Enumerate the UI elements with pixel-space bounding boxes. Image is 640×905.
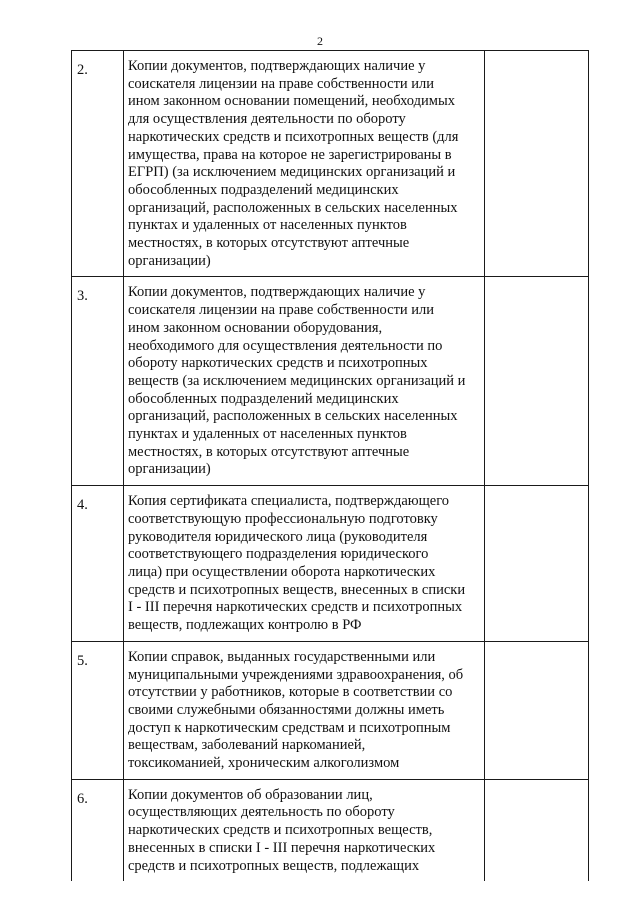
item-description-cell (124, 641, 485, 779)
table-row (72, 51, 589, 277)
item-number: 6. (77, 790, 88, 807)
item-number: 2. (77, 62, 88, 78)
item-extra-cell (485, 51, 589, 277)
item-description: Копии справок, выданных государственными или муниципальными учреждениями здравоохранения, об отсутствии у работников, которые в соответствии со своими служебными обязанностями должны иметь доступ к наркотическим средствам и психотропным веществам, заболеваний наркоманией, токсикоманией, хроническим алкоголизмом (128, 648, 464, 772)
item-number-cell (72, 51, 124, 277)
item-number-cell (72, 277, 124, 486)
document-table (71, 50, 589, 881)
item-description-cell (124, 486, 485, 642)
item-description-cell (124, 779, 485, 881)
item-description: Копии документов, подтверждающих наличие у соискателя лицензии на праве собственности или ином законном основании помещений, необходимых для осуществления деятельности по обороту наркотических средств и психотропных веществ (для имущества, права на которое не зарегистрированы в ЕГРП) (за исключением медицинских организаций и обособленных подразделений медицинских организаций, расположенных в сельских населенных пунктах и удаленных от населенных пунктов местностях, в которых отсутствуют аптечные организации) (128, 58, 459, 269)
item-description-cell (124, 51, 485, 277)
item-description-cell (124, 277, 485, 486)
item-extra-cell (485, 277, 589, 486)
table-row (72, 779, 589, 881)
item-description: Копии документов, подтверждающих наличие у соискателя лицензии на праве собственности или ином законном основании оборудования, необходимого для осуществления деятельности по обороту наркотических средств и психотропных веществ (за исключением медицинских организаций и обособленных подразделений медицинских организаций, расположенных в сельских населенных пунктах и удаленных от населенных пунктов местностях, в которых отсутствуют аптечные организации) (128, 284, 466, 478)
item-description: Копия сертификата специалиста, подтверждающего соответствующую профессиональную подготовку руководителя юридического лица (руководителя соответствующего подразделения юридического лица) при осуществлении оборота наркотических средств и психотропных веществ, внесенных в списки I - III перечня наркотических средств и психотропных веществ, подлежащих контролю в РФ (128, 493, 466, 634)
item-number-cell (72, 486, 124, 642)
item-extra-cell (485, 641, 589, 779)
item-number-cell (72, 779, 124, 881)
item-number: 4. (77, 497, 88, 514)
page-number: 2 (317, 34, 323, 48)
item-description: Копии документов об образовании лиц, осуществляющих деятельность по обороту наркотических средств и психотропных веществ, внесенных в списки I - III перечня наркотических средств и психотропных веществ, подлежащих (128, 786, 436, 874)
table-row (72, 486, 589, 642)
item-number-cell (72, 641, 124, 779)
item-number: 3. (77, 288, 88, 305)
item-number: 5. (77, 652, 88, 669)
item-extra-cell (485, 779, 589, 881)
item-extra-cell (485, 486, 589, 642)
table-row (72, 641, 589, 779)
table-row (72, 277, 589, 486)
